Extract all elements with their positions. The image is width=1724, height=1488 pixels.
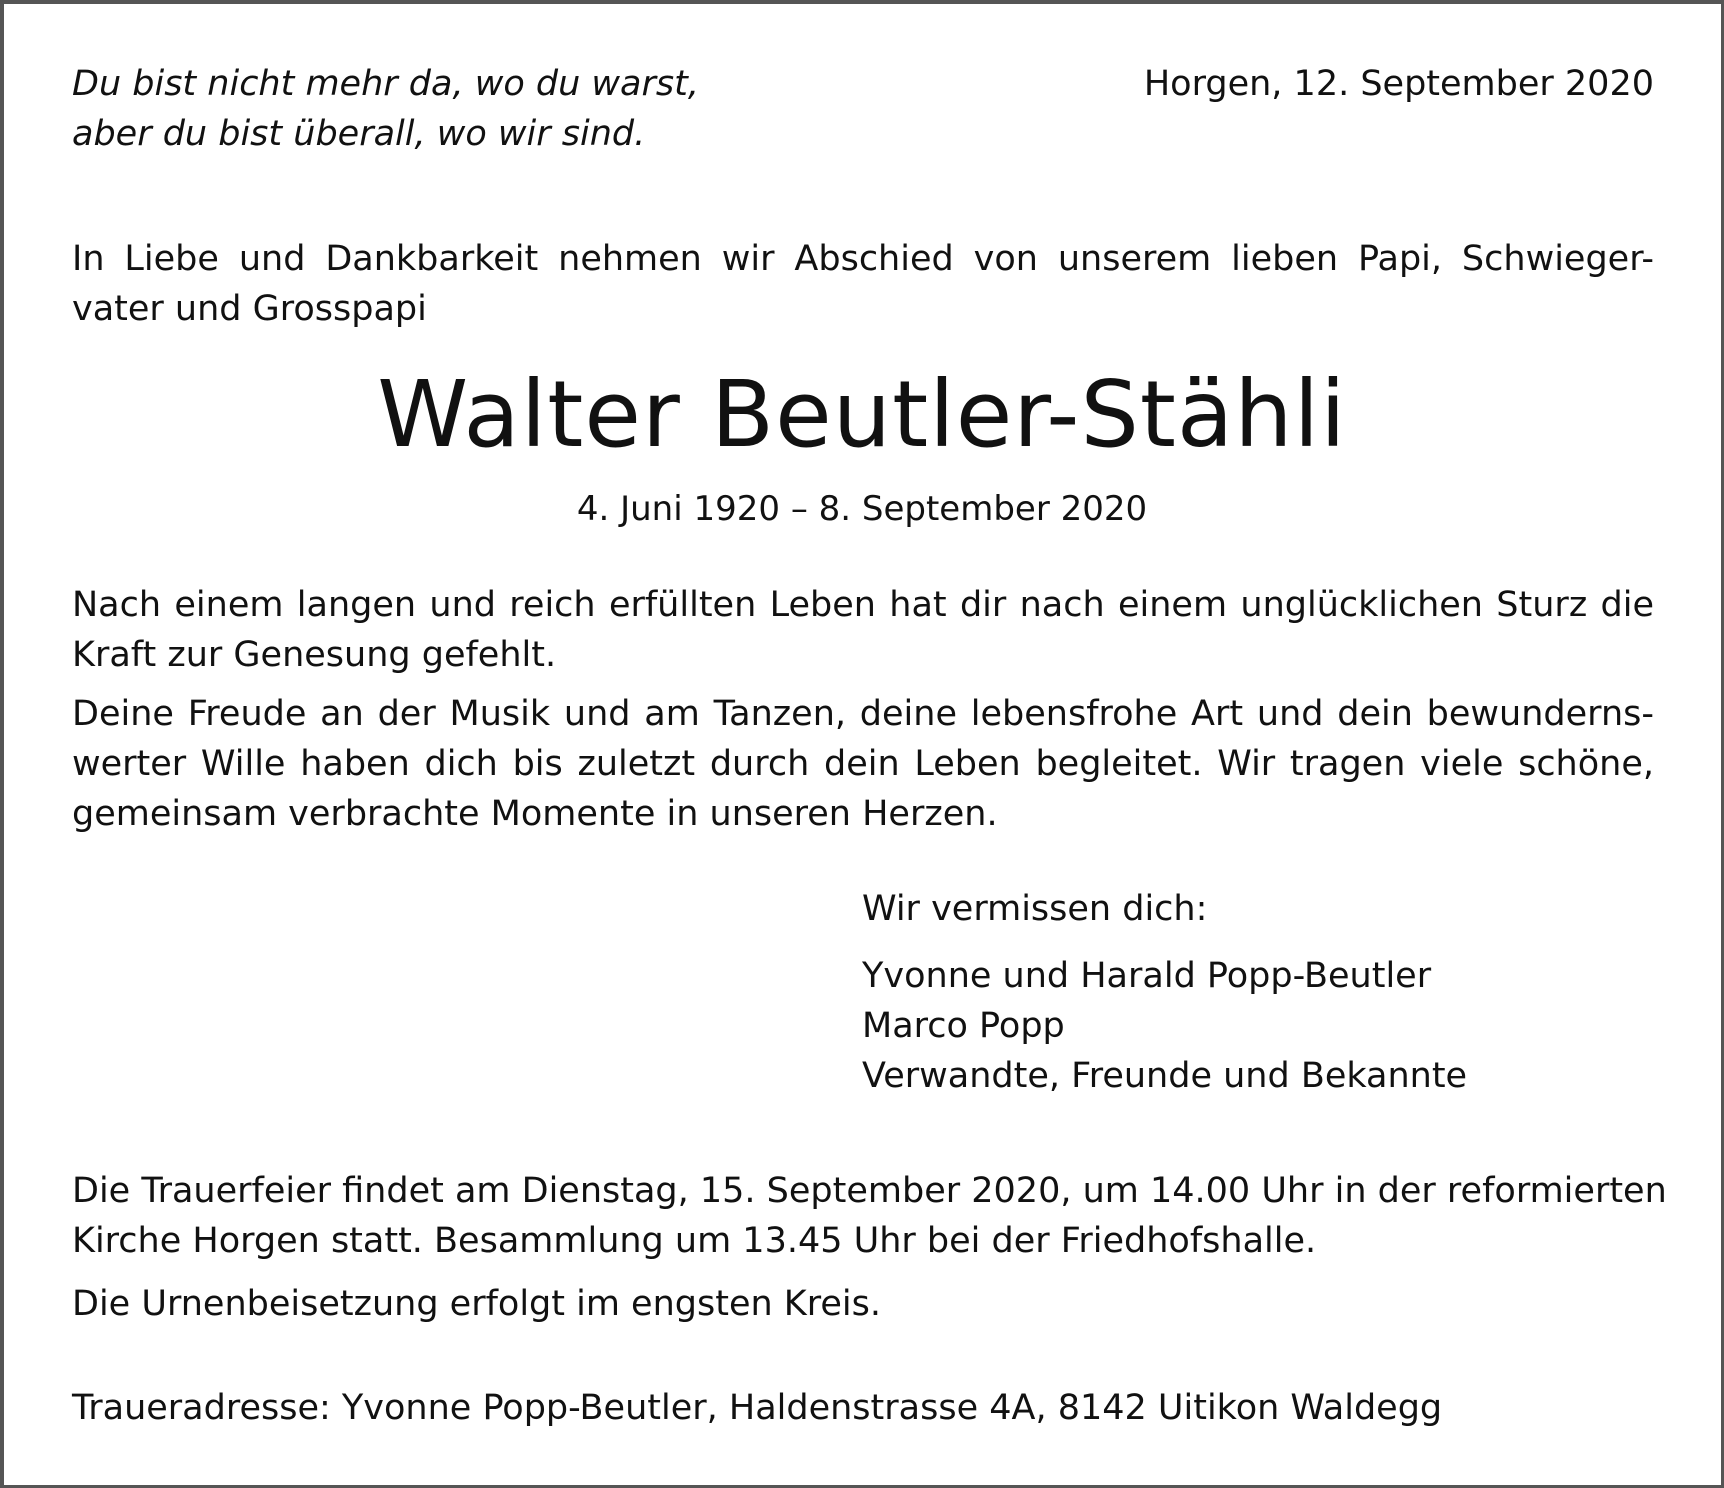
paragraph-memories-line-1: Deine Freude an der Musik und am Tanzen, deine lebensfrohe Art und dein bewunderns- [72, 694, 1654, 734]
mourners-block [862, 884, 1207, 934]
mourner-name: Marco Popp [862, 1006, 1065, 1046]
intro-line-1: In Liebe und Dankbarkeit nehmen wir Abschied von unserem lieben Papi, Schwieger- [72, 239, 1654, 279]
paragraph-memories [72, 689, 1654, 839]
motto-line-1: Du bist nicht mehr da, wo du warst, [72, 64, 699, 104]
intro-paragraph [72, 234, 1654, 334]
service-line-1: Die Trauerfeier findet am Dienstag, 15. September 2020, um 14.00 Uhr in der reformierten [72, 1171, 1667, 1211]
paragraph-life-line-1: Nach einem langen und reich erfüllten Leben hat dir nach einem unglücklichen Sturz die [72, 585, 1654, 625]
mourner-name: Yvonne und Harald Popp-Beutler [862, 956, 1432, 996]
intro-line-2: vater und Grosspapi [72, 289, 427, 329]
mourners-names [862, 951, 1467, 1101]
paragraph-memories-line-2: werter Wille haben dich bis zuletzt durch dein Leben begleitet. Wir tragen viele schöne, [72, 744, 1654, 784]
paragraph-life [72, 580, 1654, 680]
mourner-name: Verwandte, Freunde und Bekannte [862, 1056, 1468, 1096]
motto-line-2: aber du bist überall, wo wir sind. [72, 114, 646, 154]
paragraph-memories-line-3: gemeinsam verbrachte Momente in unseren Herzen. [72, 794, 998, 834]
place-date: Horgen, 12. September 2020 [1143, 64, 1654, 104]
mourning-address: Traueradresse: Yvonne Popp-Beutler, Haldenstrasse 4A, 8142 Uitikon Waldegg [72, 1388, 1443, 1428]
burial-note: Die Urnenbeisetzung erfolgt im engsten Kreis. [72, 1284, 881, 1324]
service-paragraph [72, 1166, 1667, 1266]
mourners-heading: Wir vermissen dich: [862, 889, 1208, 929]
deceased-name: Walter Beutler-Stähli [377, 361, 1347, 468]
deceased-dates: 4. Juni 1920 – 8. September 2020 [576, 489, 1148, 529]
paragraph-life-line-2: Kraft zur Genesung gefehlt. [72, 635, 557, 675]
service-line-2: Kirche Horgen statt. Besammlung um 13.45 Uhr bei der Friedhofshalle. [72, 1221, 1317, 1261]
